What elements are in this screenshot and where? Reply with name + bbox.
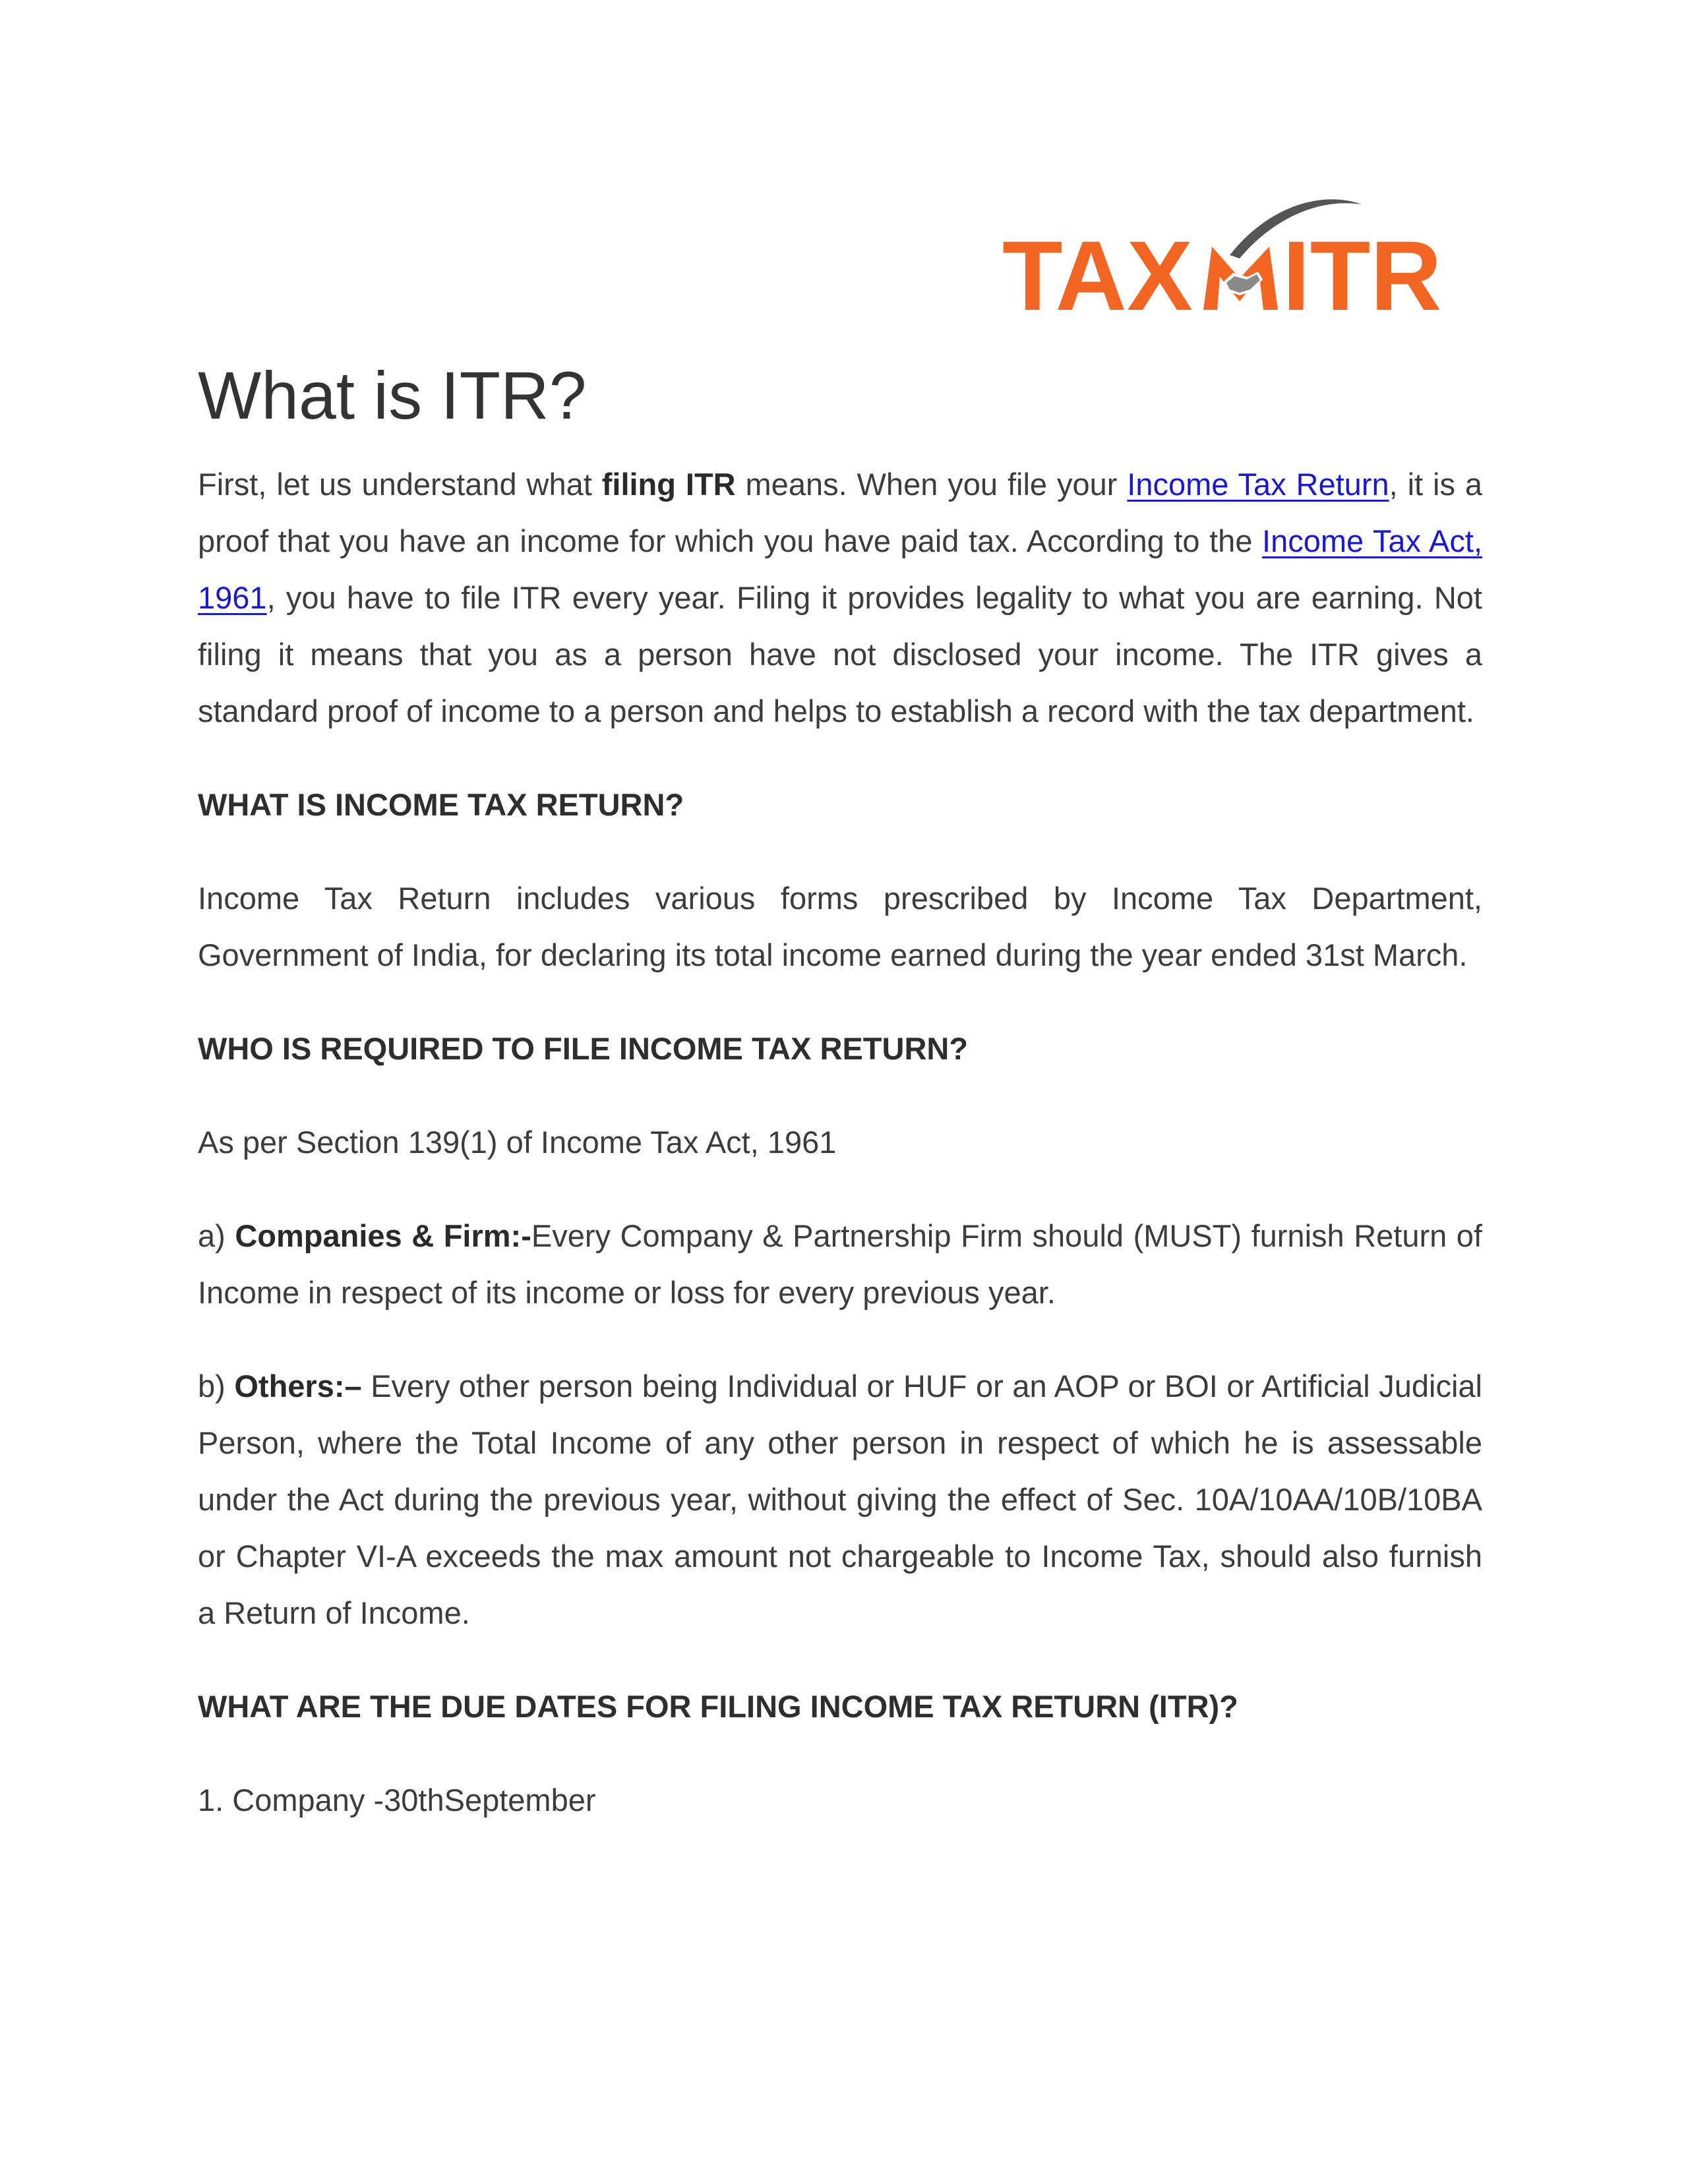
section-lead-section-139: As per Section 139(1) of Income Tax Act, 1961 (198, 1125, 837, 1160)
list-item-prefix: b) (198, 1369, 235, 1403)
taxmitr-logo (1002, 192, 1477, 338)
intro-text-4: , you have to file ITR every year. Filing it provides legality to what you are earning. Not filing it means that you as a person have not disclosed your income. The ITR gives a standard proof of income to a person and helps to establish a record with the tax department. (198, 580, 1482, 728)
list-item-bold: Companies & Firm:- (235, 1218, 531, 1253)
list-item-prefix: a) (198, 1218, 235, 1253)
section-body-what-is-itr: Income Tax Return includes various forms prescribed by Income Tax Department, Government of India, for declaring its total income earned during the year ended 31st March. (198, 881, 1482, 972)
page-title: What is ITR? (198, 358, 587, 433)
list-item-text: Every other person being Individual or HUF or an AOP or BOI or Artificial Judicial Person, where the Total Income of any other person in respect of which he is assessable under the Act during the previous year, without giving the effect of Sec. 10A/10AA/10B/10BA or Chapter VI-A exceeds the max amount not chargeable to Income Tax, should also furnish a Return of Income. (198, 1369, 1482, 1630)
due-date-item: 1. Company -30thSeptember (198, 1783, 596, 1817)
list-item-text: Every Company & Partnership Firm should (MUST) furnish Return of Income in respect of its income or loss for every previous year. (198, 1218, 1483, 1310)
list-item-bold: Others:– (234, 1369, 362, 1403)
income-tax-return-link[interactable]: Income Tax Return (1127, 467, 1389, 502)
logo-text-itr: ITR (1282, 220, 1442, 331)
section-heading-what-is-itr: WHAT IS INCOME TAX RETURN? (198, 787, 684, 822)
document-page (198, 349, 1482, 1829)
intro-paragraph (198, 456, 1482, 740)
list-item-others (198, 1358, 1482, 1641)
logo-text-tax: TAX (1002, 220, 1193, 331)
intro-text-1: First, let us understand what (198, 467, 602, 502)
income-tax-act-link[interactable]: Income Tax Act, 1961 (198, 523, 1483, 615)
intro-bold: filing ITR (601, 467, 736, 502)
intro-text-3: , it is a proof that you have an income for which you have paid tax. According to the (198, 467, 1483, 558)
section-heading-due-dates: WHAT ARE THE DUE DATES FOR FILING INCOME TAX RETURN (ITR)? (198, 1689, 1238, 1724)
intro-text-2: means. When you file your (735, 467, 1128, 502)
section-heading-who-required: WHO IS REQUIRED TO FILE INCOME TAX RETURN? (198, 1031, 969, 1066)
list-item-companies (198, 1208, 1482, 1321)
